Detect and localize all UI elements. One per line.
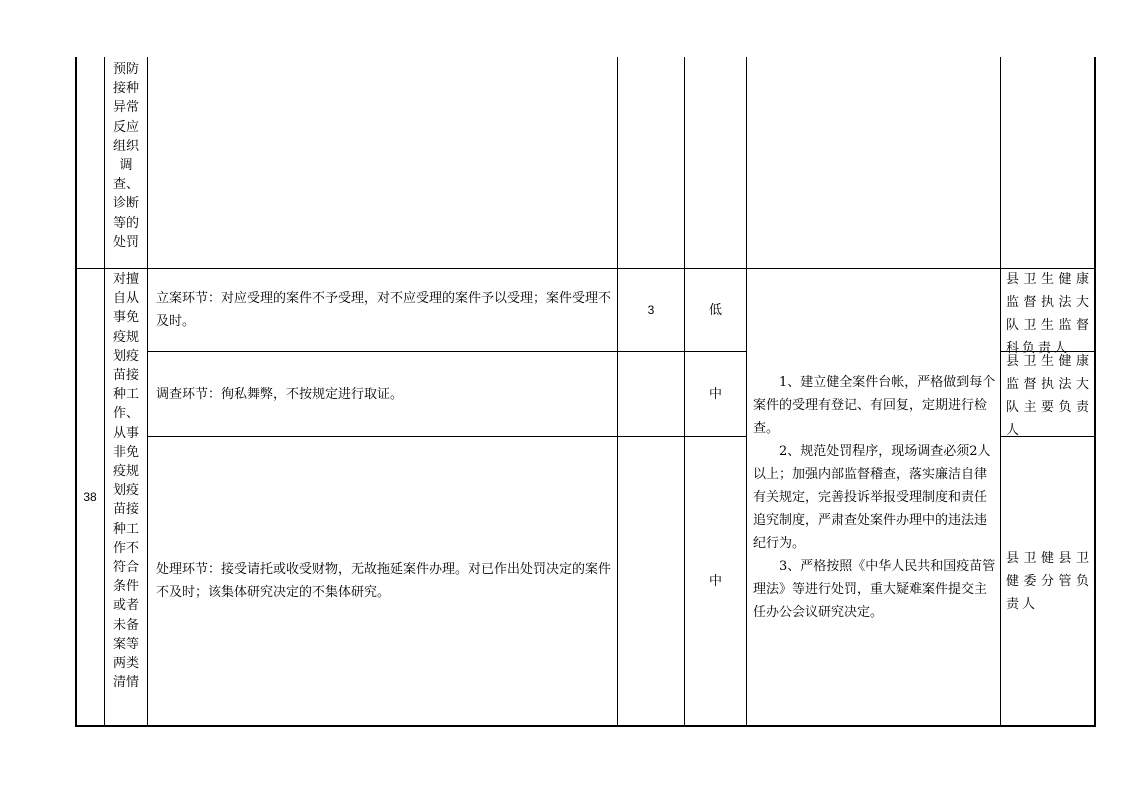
risk-point-text: 立案环节：对应受理的案件不予受理，对不应受理的案件予以受理；案件受理不及时。	[156, 291, 612, 329]
responsible-text: 县卫健县卫健委分管负责人	[1006, 550, 1092, 612]
risk-point-text: 处理环节：接受请托或收受财物，无故拖延案件办理。对已作出处罚决定的案件不及时；该集体研究决定的不集体研究。	[156, 562, 612, 600]
risk-level: 中	[708, 573, 722, 589]
item-name: 对擅 自从 事免 疫规 划疫 苗接 种工 作、 从事 非免 疫规 划疫 苗接 种工 作不 符合 条件 或者 未备 案等 两类 清情	[112, 272, 139, 691]
col-divider	[746, 57, 747, 727]
risk-point-investigation	[156, 352, 612, 436]
frequency-value	[618, 352, 684, 436]
prevention-measures	[753, 269, 996, 725]
continued-item-name: 预防 接种 异常 反应 组织 调 查、 诊断 等的 处罚	[112, 62, 139, 250]
measure-item: 3、严格按照《中华人民共和国疫苗管理法》等进行处罚，重大疑难案件提交主任办公会议研究决定。	[753, 558, 996, 620]
measure-item: 2、规范处罚程序，现场调查必须2人以上；加强内部监督稽查，落实廉洁自律有关规定，完善投诉举报受理制度和责任追究制度，严肃查处案件办理中的违法违纪行为。	[753, 443, 991, 551]
frequency-value	[618, 437, 684, 725]
responsible-person: 县卫生健康监督执法大队卫生监督科负责人	[1006, 272, 1092, 356]
table-border-right	[1094, 57, 1096, 727]
risk-level: 中	[708, 386, 722, 402]
col-divider	[1000, 57, 1001, 727]
frequency-value: 3	[647, 302, 655, 317]
row-number: 38	[83, 489, 97, 504]
risk-point-filing	[156, 269, 612, 351]
responsible-person	[1006, 437, 1092, 725]
measure-item: 1、建立健全案件台帐，严格做到每个案件的受理有登记、有回复，定期进行检查。	[753, 374, 996, 436]
col-divider	[147, 57, 148, 727]
risk-point-text: 调查环节：徇私舞弊，不按规定进行取证。	[156, 386, 404, 402]
responsible-person: 县卫生健康监督执法大队主要负责人	[1006, 354, 1092, 438]
risk-level: 低	[708, 302, 722, 318]
table-border-bottom	[75, 725, 1096, 727]
risk-point-handling	[156, 437, 612, 725]
